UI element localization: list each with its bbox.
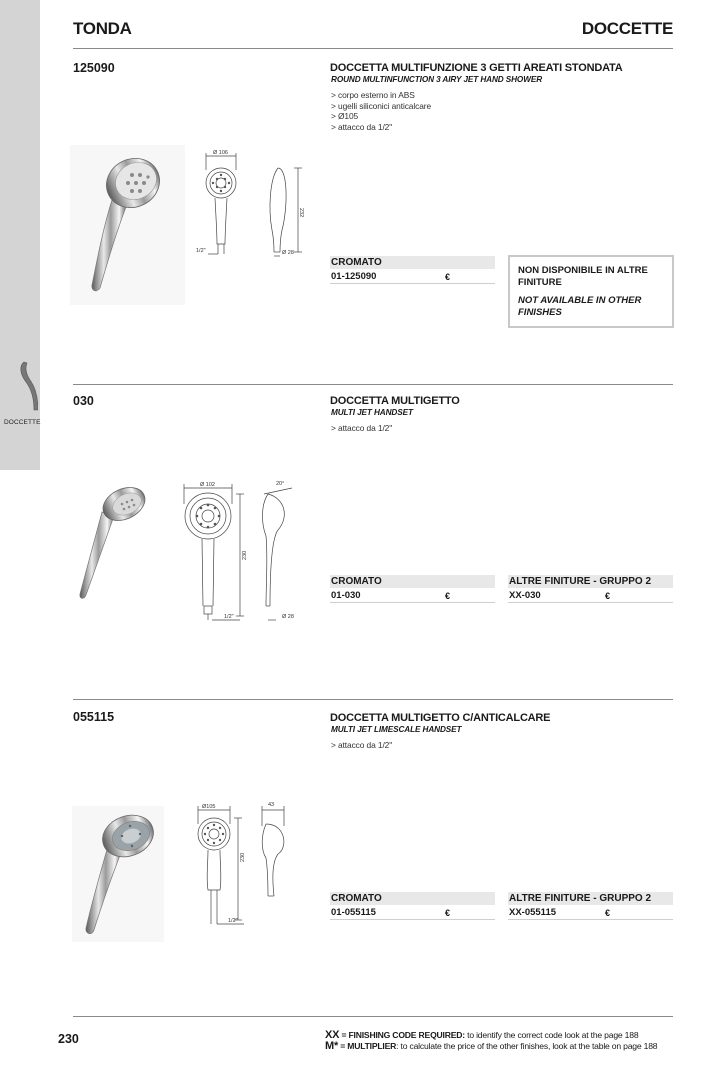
product-subtitle: MULTI JET LIMESCALE HANDSET [331,725,462,734]
product-code: 030 [73,394,94,408]
category-title: DOCCETTE [581,19,673,38]
price-header: CROMATO [330,892,495,905]
price-header: CROMATO [330,575,495,588]
article-code: 01-125090 [331,271,377,282]
price-row [330,269,495,284]
dim-length: 230 [242,550,248,560]
price-row [330,588,495,603]
dim-base: Ø 28 [282,250,294,256]
dim-thread: 1/2" [196,248,206,254]
footer-note-multiplier [325,1040,657,1052]
footer-text: to identify the correct code look at the page 188 [464,1030,639,1040]
feature-item: > attacco da 1/2" [331,121,393,132]
footer-text: : to calculate the price of the other finishes, look at the table on page 188 [396,1041,658,1051]
dim-depth: 43 [268,802,275,808]
hand-shower-icon [14,360,38,412]
feature-item: > Ø105 [331,111,359,121]
dim-thread: 1/2" [224,614,234,620]
feature-list [331,740,392,751]
product-subtitle: ROUND MULTINFUNCTION 3 AIRY JET HAND SHOWER [331,75,543,84]
footer-key: XX [325,1029,340,1041]
product-title: DOCCETTA MULTIGETTO C/ANTICALCARE [330,712,551,724]
series-title: TONDA [73,19,132,38]
article-code: 01-030 [331,590,361,601]
product-title: DOCCETTA MULTIGETTO [330,395,460,407]
article-code: XX-055115 [509,907,557,918]
feature-list [331,90,431,132]
dim-base: Ø 28 [282,614,294,620]
availability-notice [508,255,674,328]
currency: € [605,908,611,918]
footer-label: = FINISHING CODE REQUIRED: [339,1030,465,1040]
page-number: 230 [58,1032,79,1046]
product-photo [70,145,185,305]
dim-diameter: Ø 102 [200,482,215,488]
price-table-other-finishes [508,892,673,920]
notice-italian: NON DISPONIBILE IN ALTRE FINITURE [518,265,648,288]
currency: € [445,908,451,918]
dim-length: 230 [240,852,246,862]
feature-item: > ugelli siliconici anticalcare [331,100,432,111]
feature-item: > attacco da 1/2" [331,423,393,433]
price-header: ALTRE FINITURE - GRUPPO 2 [508,892,673,905]
price-table-other-finishes [508,575,673,603]
technical-drawing [188,798,300,930]
dim-thread: 1/2" [228,918,238,924]
dim-angle: 20° [276,481,285,487]
product-photo [72,482,152,604]
price-header: CROMATO [330,256,495,269]
dim-diameter: Ø 106 [213,150,228,156]
notice-english: NOT AVAILABLE IN OTHER FINISHES [518,295,642,318]
price-header: ALTRE FINITURE - GRUPPO 2 [508,575,673,588]
currency: € [445,272,451,282]
product-subtitle: MULTI JET HANDSET [331,408,413,417]
feature-list [331,423,392,434]
article-code: XX-030 [509,590,541,601]
footer-label: = MULTIPLIER [338,1041,397,1051]
feature-item: > corpo esterno in ABS [331,90,415,100]
dim-length: 232 [298,208,304,218]
technical-drawing [172,476,312,624]
price-row [508,905,673,920]
product-photo [72,806,164,942]
product-code: 055115 [73,710,115,724]
feature-item: > attacco da 1/2" [331,740,393,750]
price-table [330,892,495,920]
article-code: 01-055115 [331,907,376,918]
currency: € [605,591,611,601]
header-divider [73,48,673,49]
currency: € [445,591,451,601]
price-table [330,575,495,603]
footer-key: M* [325,1040,339,1052]
price-table [330,256,495,284]
technical-drawing [190,148,312,260]
section-divider [73,699,673,700]
section-divider [73,384,673,385]
footer-divider [73,1016,673,1017]
dim-diameter: Ø105 [202,804,216,810]
sidebar-label: DOCCETTE [4,419,41,426]
product-title: DOCCETTA MULTIFUNZIONE 3 GETTI AREATI STONDATA [330,62,623,74]
price-row [508,588,673,603]
product-code: 125090 [73,61,115,75]
price-row [330,905,495,920]
